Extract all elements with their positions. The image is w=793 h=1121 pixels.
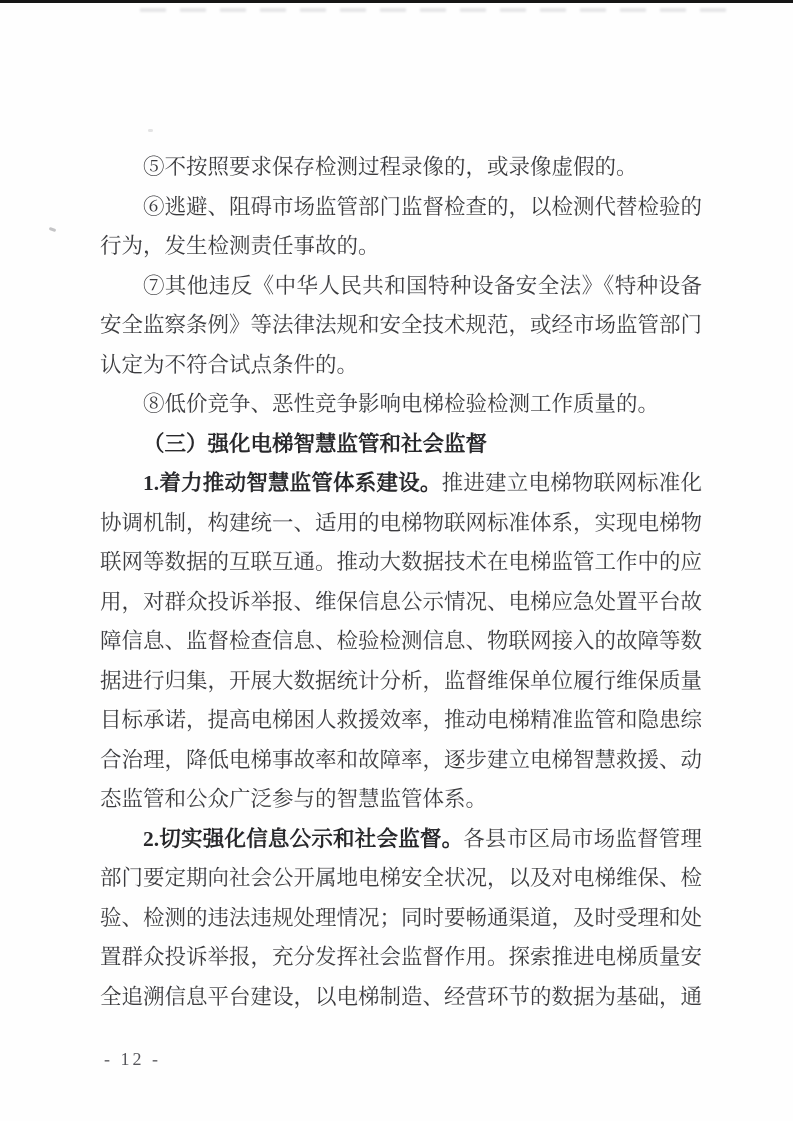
item-8	[100, 385, 702, 425]
paragraph-lead-bold-text: 2.切实强化信息公示和社会监督。	[143, 826, 464, 851]
item-7	[100, 267, 702, 386]
paragraph-body-text: 推进建立电梯物联网标准化协调机制，构建统一、适用的电梯物联网标准体系，实现电梯物联网等数据的互联互通。推动大数据技术在电梯监管工作中的应用，对群众投诉举报、维保信息公示情况、电梯应急处置平台故障信息、监督检查信息、检验检测信息、物联网接入的故障等数据进行归集，开展大数据统计分析，监督维保单位履行维保质量目标承诺，提高电梯困人救援效率，推动电梯精准监管和隐患综合治理，降低电梯事故率和故障率，逐步建立电梯智慧救援、动态监管和公众广泛参与的智慧监管体系。	[100, 471, 703, 811]
paragraph-lead-bold-text: 1.着力推动智慧监管体系建设。	[143, 471, 442, 495]
paragraph-lead-bold-text: （三）强化电梯智慧监管和社会监督	[143, 431, 488, 456]
document-body	[100, 148, 702, 1017]
paragraph-body-text: ⑤不按照要求保存检测过程录像的，或录像虚假的。	[143, 155, 638, 179]
paragraph-body-text: ⑧低价竞争、恶性竞争影响电梯检验检测工作质量的。	[143, 392, 660, 416]
page-number: - 12 -	[104, 1049, 161, 1069]
item-5	[100, 148, 702, 188]
point-2	[100, 820, 702, 1018]
section-heading-3	[100, 425, 702, 465]
paragraph-body-text: 各县市区局市场监督管理部门要定期向社会公开属地电梯安全状况，以及对电梯维保、检验、检测的违法违规处理情况；同时要畅通渠道，及时受理和处置群众投诉举报，充分发挥社会监督作用。探索推进电梯质量安全追溯信息平台建设，以电梯制造、经营环节的数据为基础，通	[100, 826, 703, 1009]
paragraph-body-text: ⑥逃避、阻碍市场监管部门监督检查的，以检测代替检验的行为，发生检测责任事故的。	[100, 194, 703, 258]
bleed-through-artifact	[140, 8, 740, 12]
scan-speck	[148, 129, 153, 132]
scan-speck	[49, 227, 57, 232]
scan-edge-artifact	[0, 0, 793, 3]
point-1	[100, 464, 702, 820]
item-6	[100, 188, 702, 267]
paragraph-body-text: ⑦其他违反《中华人民共和国特种设备安全法》《特种设备安全监察条例》等法律法规和安全技术规范，或经市场监管部门认定为不符合试点条件的。	[100, 273, 703, 377]
